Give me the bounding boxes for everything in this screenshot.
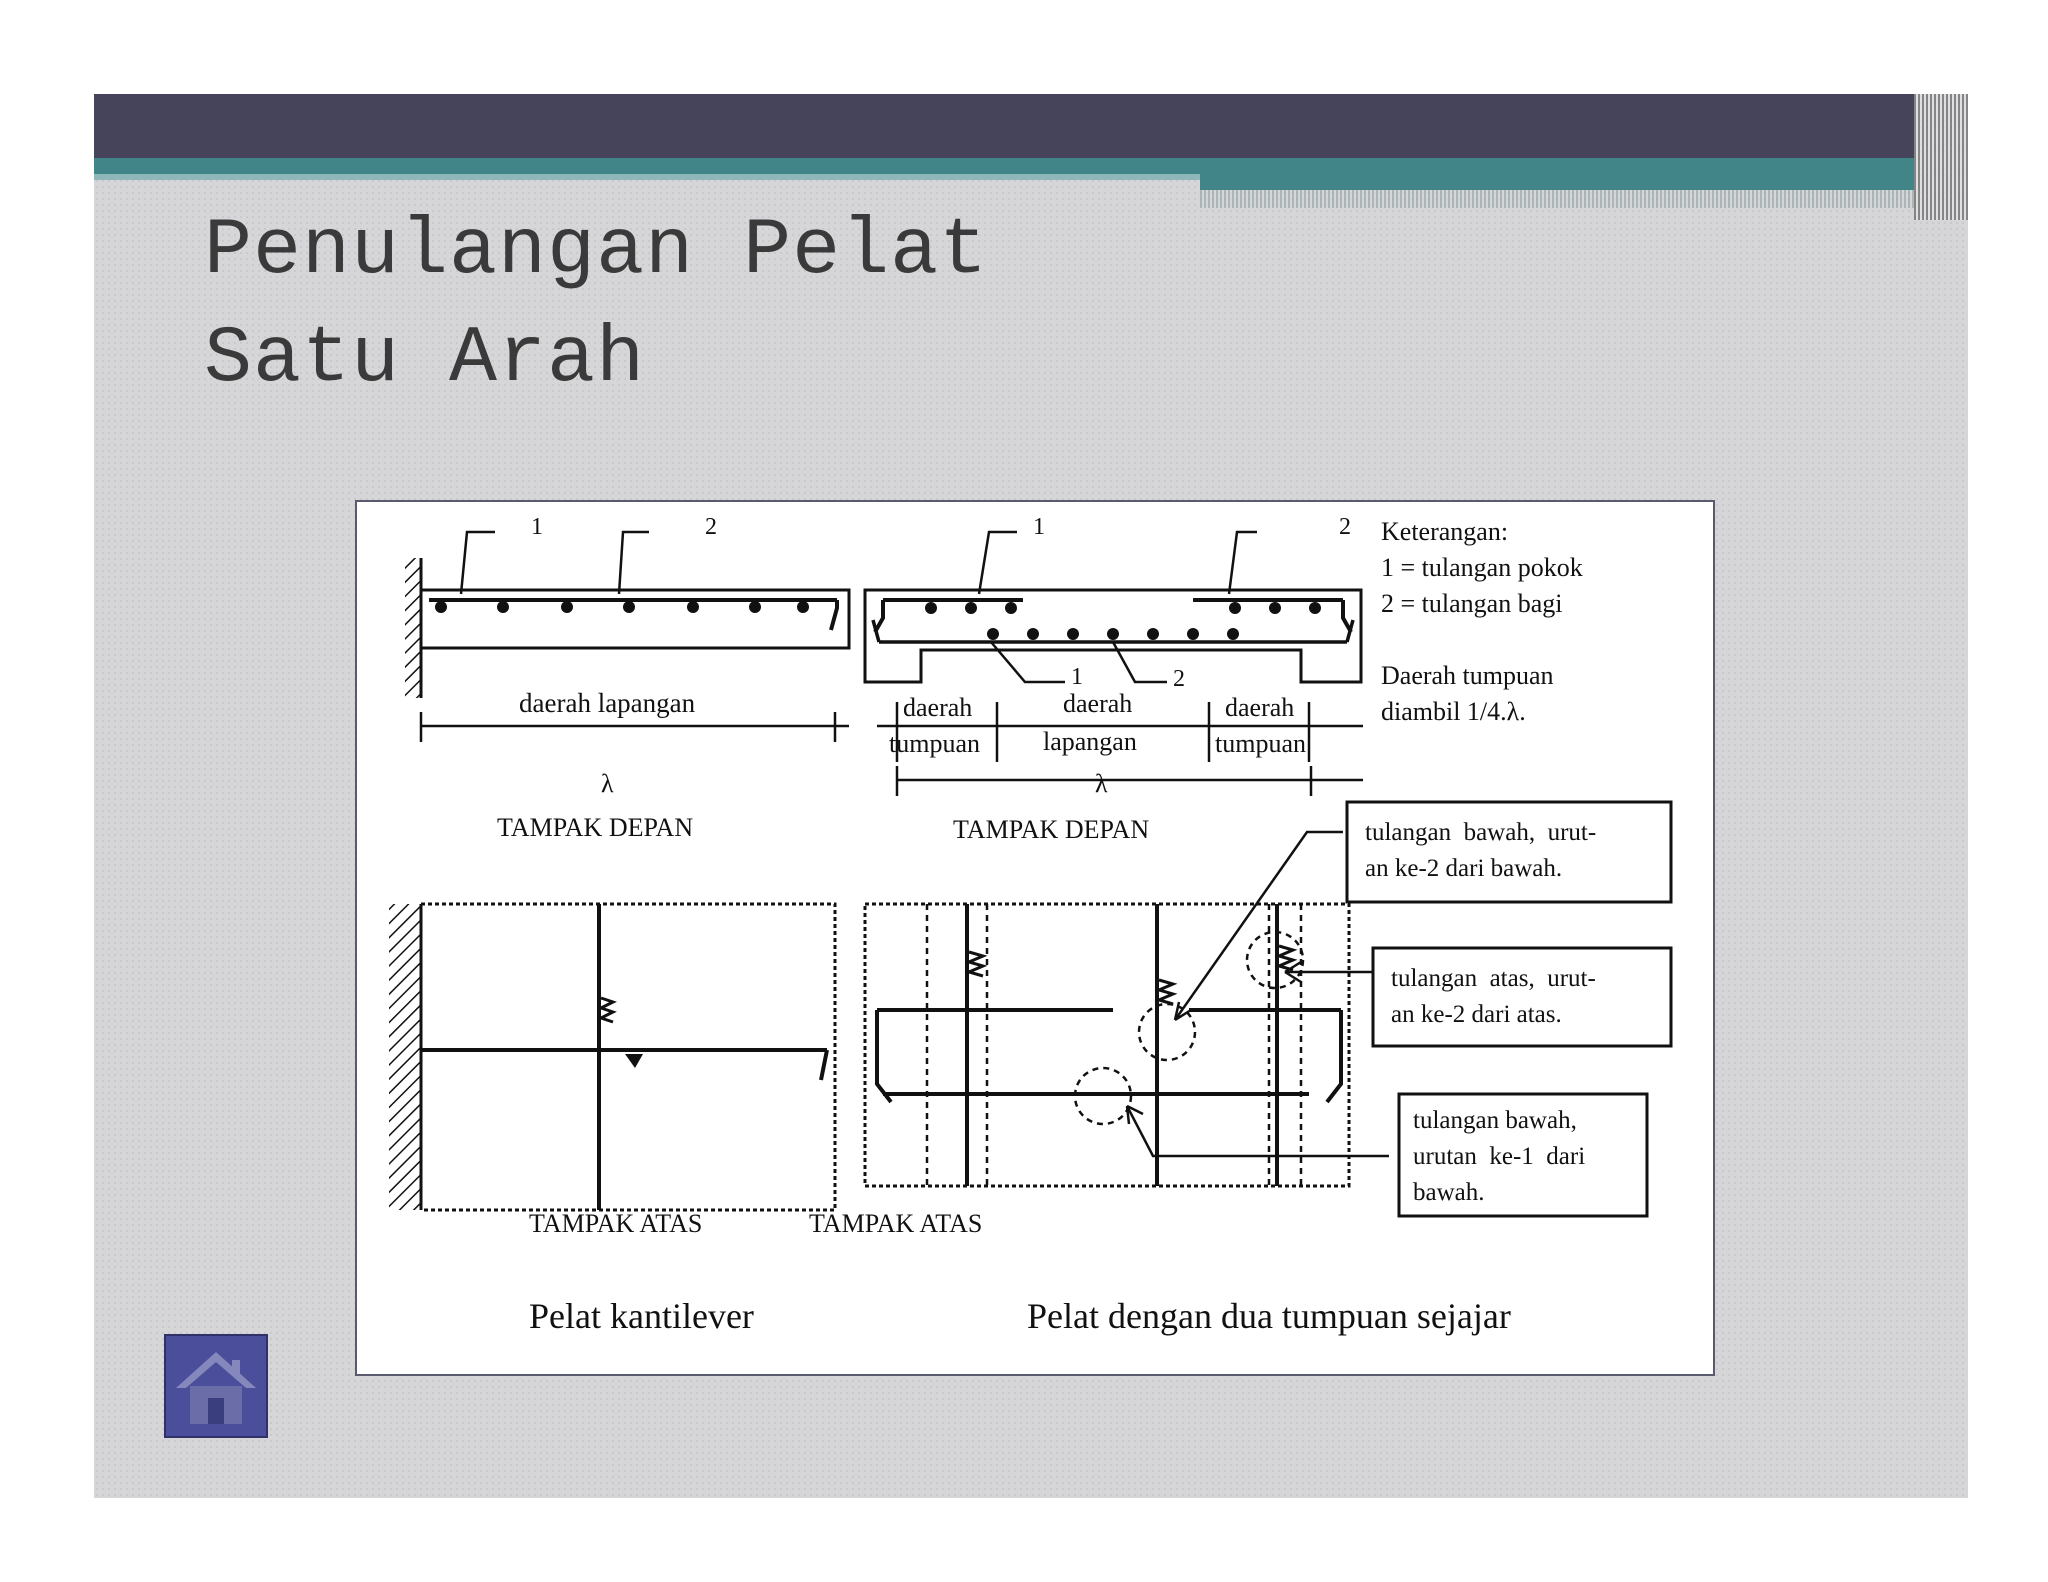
reinforcement-diagram <box>355 500 1715 1376</box>
header-band-teal-step <box>1200 174 1914 190</box>
dist-bar <box>687 601 699 613</box>
callout-box-3-line3: bawah. <box>1413 1179 1485 1206</box>
slide-title-line2: Satu Arah <box>204 314 646 405</box>
rebar-label-2-top: 2 <box>1339 514 1351 540</box>
rebar-label-1-top: 1 <box>1033 514 1045 540</box>
corner-pattern <box>1914 94 1968 220</box>
dist-bar <box>1147 628 1159 640</box>
span-symbol: λ <box>601 769 614 798</box>
dist-bar <box>1005 602 1017 614</box>
callout-box-2 <box>1373 948 1671 1046</box>
home-button[interactable] <box>164 1334 268 1438</box>
leader-1-left <box>461 532 495 594</box>
leader-1-bottom <box>991 642 1065 682</box>
top-bar-left-plan <box>877 1010 1113 1102</box>
rebar-label-2: 2 <box>705 514 717 540</box>
cantilever-front-view <box>405 514 849 842</box>
two-support-front-view <box>865 514 1363 844</box>
dist-bar <box>749 601 761 613</box>
hook-mark <box>625 1054 643 1068</box>
top-view-label-right: TAMPAK ATAS <box>809 1209 983 1238</box>
dist-bar <box>1227 628 1239 640</box>
dist-bar <box>1187 628 1199 640</box>
cantilever-bar-hook <box>831 600 837 630</box>
support-distribution-bars <box>925 602 1321 640</box>
zone-mid-line2: lapangan <box>1043 727 1137 756</box>
top-bar-left <box>875 600 1023 632</box>
cantilever-top-wall-hatch <box>389 904 421 1210</box>
rebar-label-2-bottom: 2 <box>1173 666 1185 692</box>
cantilever-top-view <box>389 904 835 1336</box>
zone-label: daerah lapangan <box>519 688 696 718</box>
span-symbol-right: λ <box>1095 769 1108 798</box>
rebar-label-1: 1 <box>531 514 543 540</box>
dist-bar <box>561 601 573 613</box>
leader-2-left <box>619 532 649 594</box>
home-icon <box>176 1352 256 1424</box>
main-bar-hook-top-view <box>821 1050 827 1080</box>
front-view-label-right: TAMPAK DEPAN <box>953 815 1150 844</box>
legend <box>1381 517 1583 726</box>
caption-right: Pelat dengan dua tumpuan sejajar <box>1027 1296 1511 1336</box>
dist-bar <box>497 601 509 613</box>
zone-left-line2: tumpuan <box>889 729 980 758</box>
slide-title-line1: Penulangan Pelat <box>204 206 989 297</box>
dist-bar <box>1067 628 1079 640</box>
legend-heading: Keterangan: <box>1381 517 1509 546</box>
zone-left-line1: daerah <box>903 693 973 722</box>
dist-bar <box>1309 602 1321 614</box>
callout-box-2-line2: an ke-2 dari atas. <box>1391 1001 1562 1028</box>
front-view-label: TAMPAK DEPAN <box>497 813 694 842</box>
hook-mark-plan <box>1159 980 1173 1004</box>
leader-2-top <box>1229 532 1257 594</box>
caption-left: Pelat kantilever <box>529 1296 754 1336</box>
legend-note-line1: Daerah tumpuan <box>1381 661 1554 690</box>
legend-item2: 2 = tulangan bagi <box>1381 589 1563 618</box>
callout-box-1-line2: an ke-2 dari bawah. <box>1365 855 1563 882</box>
callout-leader-1 <box>1175 832 1343 1020</box>
callout-box-3-line2: urutan ke-1 dari <box>1413 1143 1586 1170</box>
zone-mid-line1: daerah <box>1063 689 1133 718</box>
dist-bar <box>925 602 937 614</box>
two-support-top-view <box>809 832 1511 1336</box>
legend-note-line2: diambil 1/4.λ. <box>1381 697 1526 726</box>
hook-mark-plan <box>969 952 983 976</box>
cantilever-distribution-bars <box>435 601 809 613</box>
dist-bar <box>797 601 809 613</box>
callout-box-2-line1: tulangan atas, urut- <box>1391 965 1596 992</box>
leader-1-top <box>979 532 1017 594</box>
rebar-label-1-bottom: 1 <box>1071 664 1083 690</box>
arrowhead-1 <box>1175 1002 1191 1020</box>
callout-boxes <box>1347 802 1671 1216</box>
header-band-light <box>94 174 1200 180</box>
dist-bar <box>987 628 999 640</box>
header-band-pattern <box>1200 190 1914 208</box>
callout-box-1-line1: tulangan bawah, urut- <box>1365 819 1597 846</box>
legend-item1: 1 = tulangan pokok <box>1381 553 1583 582</box>
slide <box>94 94 1968 1498</box>
dist-bar <box>965 602 977 614</box>
dist-bar <box>1027 628 1039 640</box>
header-band-teal <box>94 158 1914 174</box>
zone-right-line1: daerah <box>1225 693 1295 722</box>
dist-bar <box>1229 602 1241 614</box>
header-band-dark <box>94 94 1914 158</box>
callout-box-1 <box>1347 802 1671 902</box>
top-bar-right-plan <box>1189 1010 1341 1102</box>
dist-bar <box>435 601 447 613</box>
dist-bar <box>1107 628 1119 640</box>
hook-mark-plan <box>1279 946 1293 970</box>
dist-bar <box>1269 602 1281 614</box>
leader-2-bottom <box>1113 642 1167 682</box>
callout-box-3-line1: tulangan bawah, <box>1413 1107 1577 1134</box>
dist-bar <box>623 601 635 613</box>
cantilever-wall-hatch <box>405 558 421 698</box>
slide-title <box>204 198 988 414</box>
zone-right-line2: tumpuan <box>1215 729 1306 758</box>
top-view-label: TAMPAK ATAS <box>529 1209 703 1238</box>
dist-bar-hook-top-view <box>601 998 613 1022</box>
